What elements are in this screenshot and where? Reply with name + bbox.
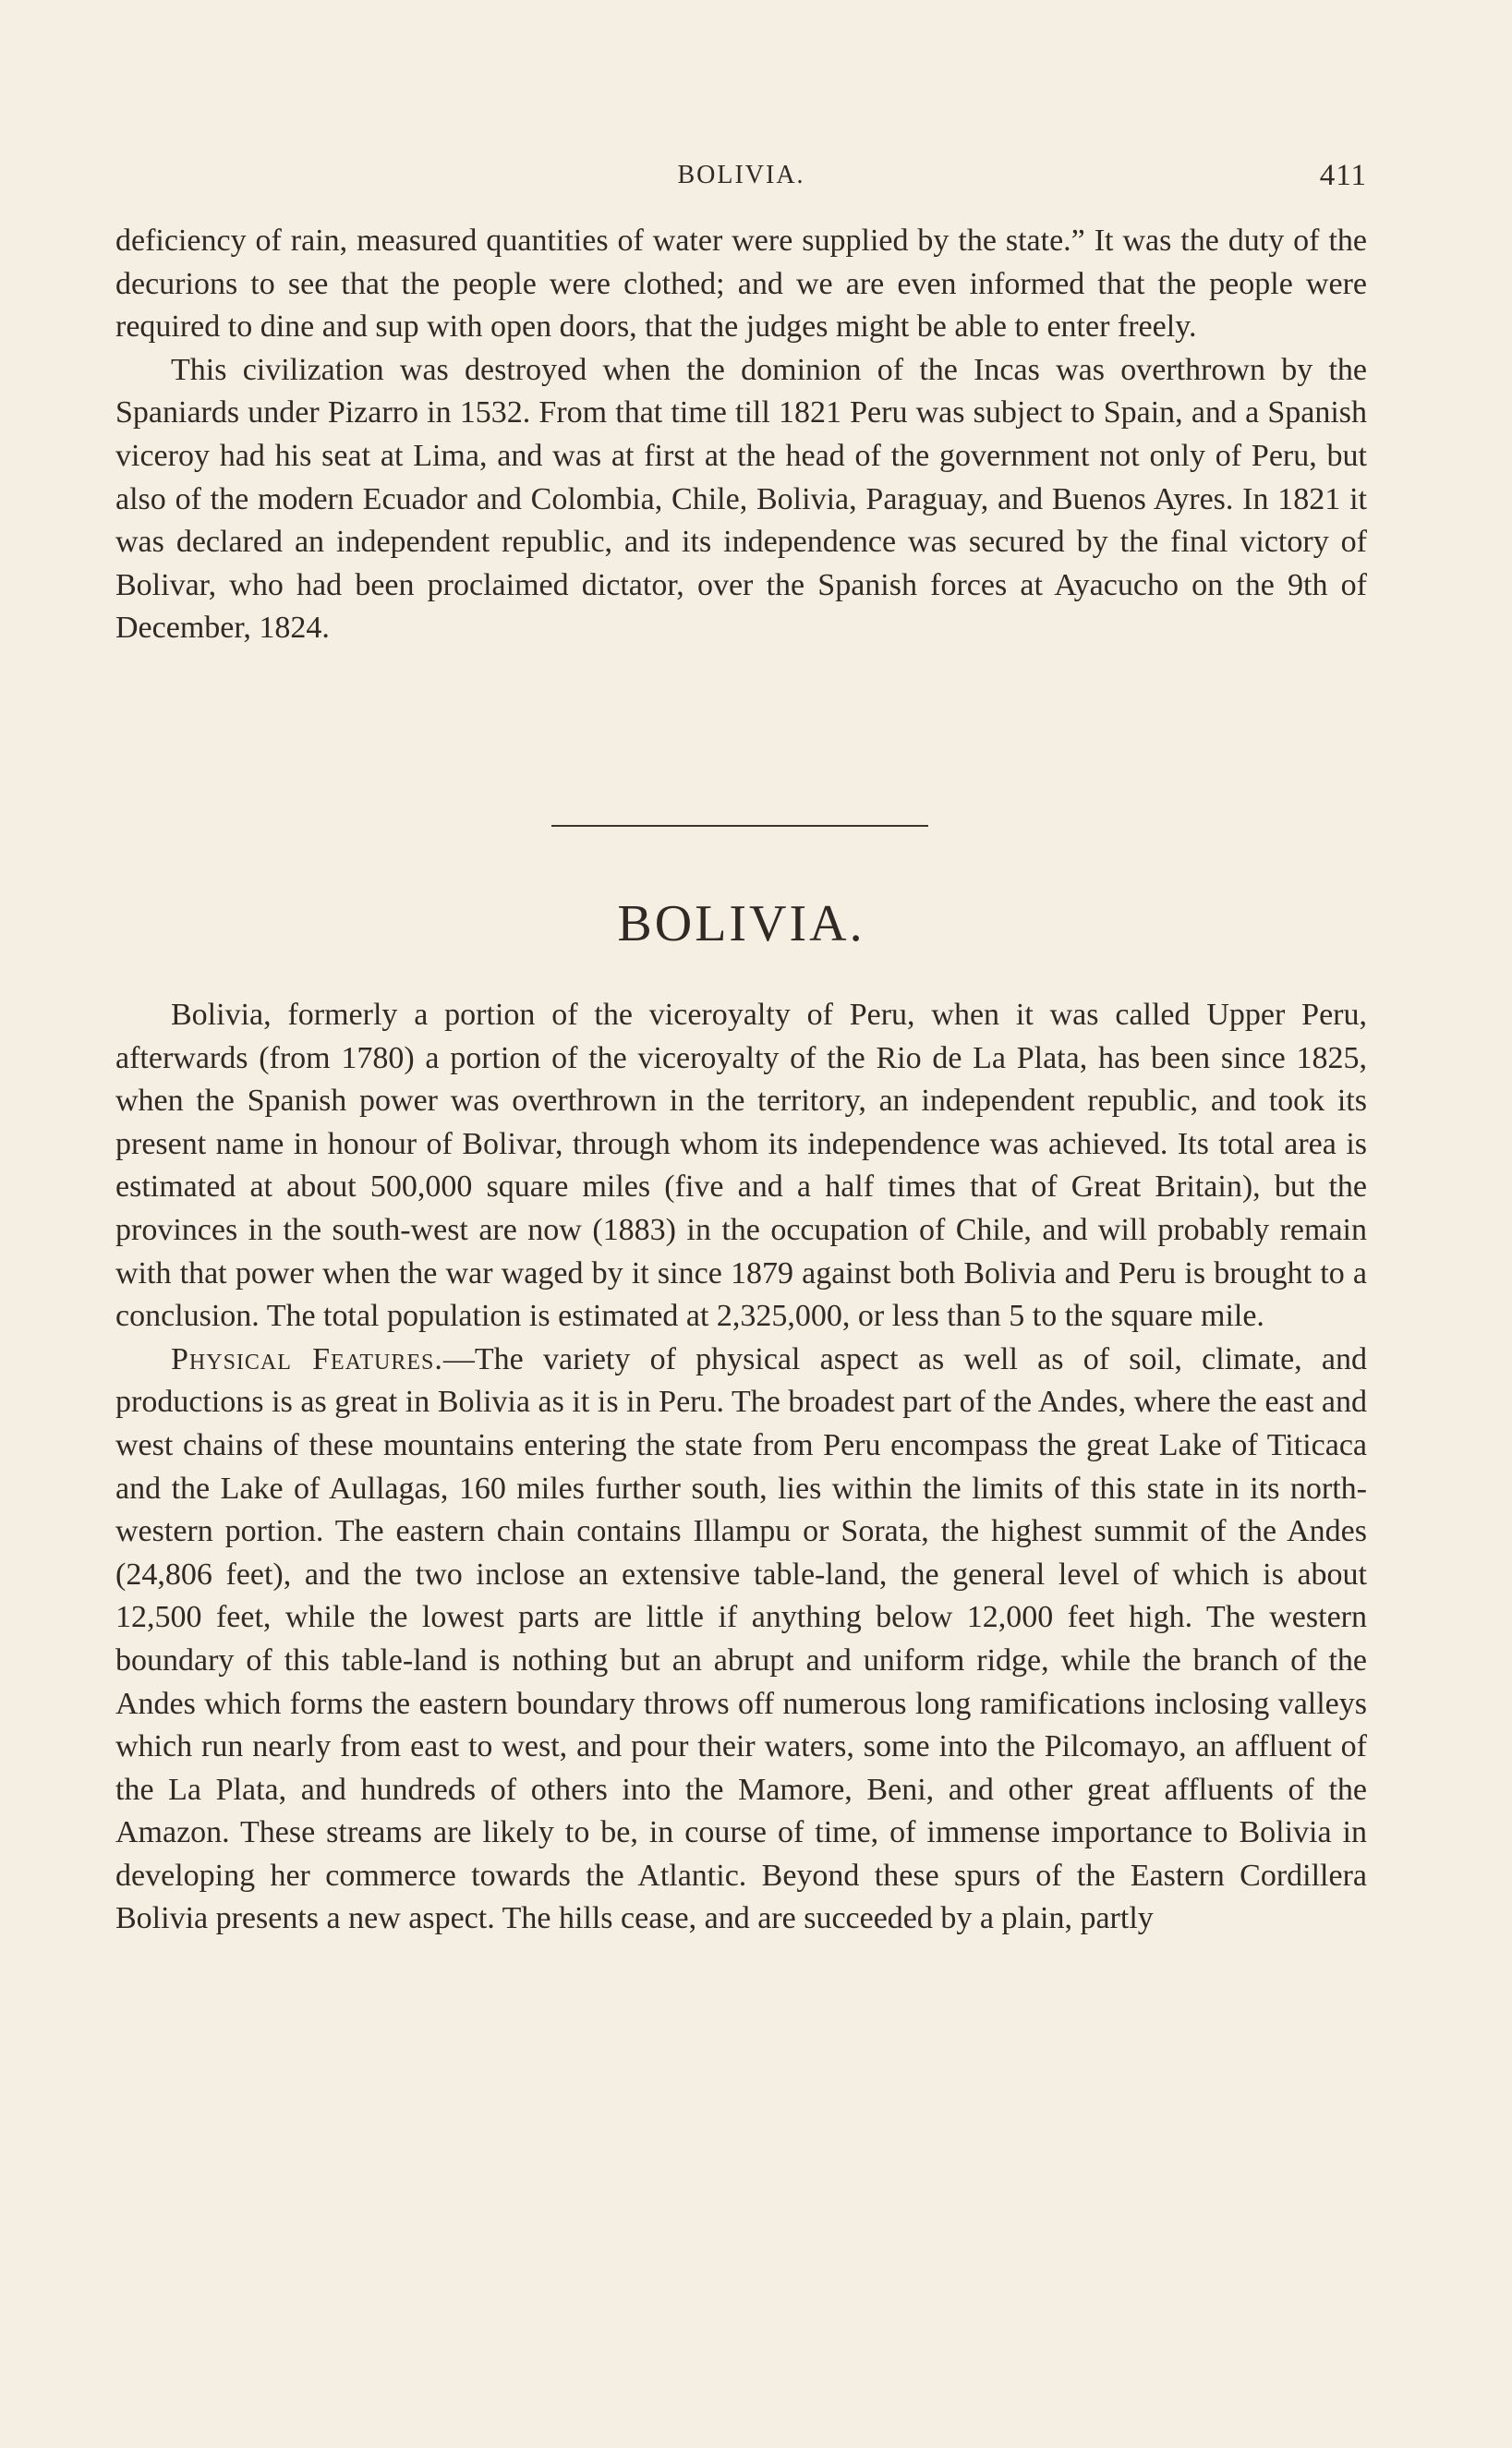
section-paragraph-2-text: —The variety of physical aspect as well as of soil, climate, and productions is as great in Bolivia as it is in Peru. The broadest part of the Andes, where the east and west chains of these mountains entering the state from Peru encompass the great Lake of Titicaca and the Lake of Aullagas, 160 miles further south, lies within the limits of this state in its north-western portion. The eastern chain contains Illampu or Sorata, the highest summit of the Andes (24,806 feet), and the two inclose an extensive table-land, the general level of which is about 12,500 feet, while the lowest parts are little if anything below 12,000 feet high. The western boundary of this table-land is nothing but an abrupt and uniform ridge, while the branch of the Andes which forms the eastern boundary throws off numerous long ramifications inclosing valleys which run nearly from east to west, and pour their waters, some into the Pilcomayo, an affluent of the La Plata, and hundreds of others into the Mamore, Beni, and other great affluents of the Amazon. These streams are likely to be, in course of time, of immense importance to Bolivia in developing her commerce towards the Atlantic. Beyond these spurs of the Eastern Cordillera Bolivia presents a new aspect. The hills cease, and are succeeded by a plain, partly	[115, 1341, 1367, 1936]
intro-paragraph-2: This civilization was destroyed when the dominion of the Incas was overthrown by the Spaniards under Pizarro in 1532. From that time till 1821 Peru was subject to Spain, and a Spanish viceroy had his seat at Lima, and was at first at the head of the government not only of Peru, but also of the modern Ecuador and Colombia, Chile, Bolivia, Paraguay, and Buenos Ayres. In 1821 it was declared an independent republic, and its independence was secured by the final victory of Bolivar, who had been proclaimed dictator, over the Spanish forces at Ayacucho on the 9th of December, 1824.	[115, 352, 1367, 646]
intro-paragraph-1: deficiency of rain, measured quantities of water were supplied by the state.” It was the duty of the decurions to see that the people were clothed; and we are even informed that the people were required to dine and sup with open doors, that the judges might be able to enter freely.	[115, 224, 1367, 345]
section-paragraph-1: Bolivia, formerly a portion of the viceroyalty of Peru, when it was called Upper Peru, afterwards (from 1780) a portion of the viceroyalty of the Rio de La Plata, has been since 1825, when the Spanish power was overthrown in the territory, an independent republic, and took its present name in honour of Bolivar, through whom its independence was achieved. Its total area is estimated at about 500,000 square miles (five and a half times that of Great Britain), but the provinces in the south-west are now (1883) in the occupation of Chile, and will probably remain with that power when the war waged by it since 1879 against both Bolivia and Peru is brought to a conclusion. The total population is estimated at 2,325,000, or less than 5 to the square mile.	[115, 998, 1367, 1334]
running-title: BOLIVIA.	[677, 161, 805, 189]
section-divider	[551, 825, 928, 827]
page-number: 411	[1319, 159, 1367, 192]
running-head	[115, 155, 1367, 196]
section-title: BOLIVIA.	[617, 895, 865, 952]
section-paragraph-2	[115, 1339, 1367, 1941]
intro-text	[115, 220, 1367, 650]
physical-features-heading: Physical Features.	[171, 1341, 443, 1376]
section-text	[115, 994, 1367, 1941]
